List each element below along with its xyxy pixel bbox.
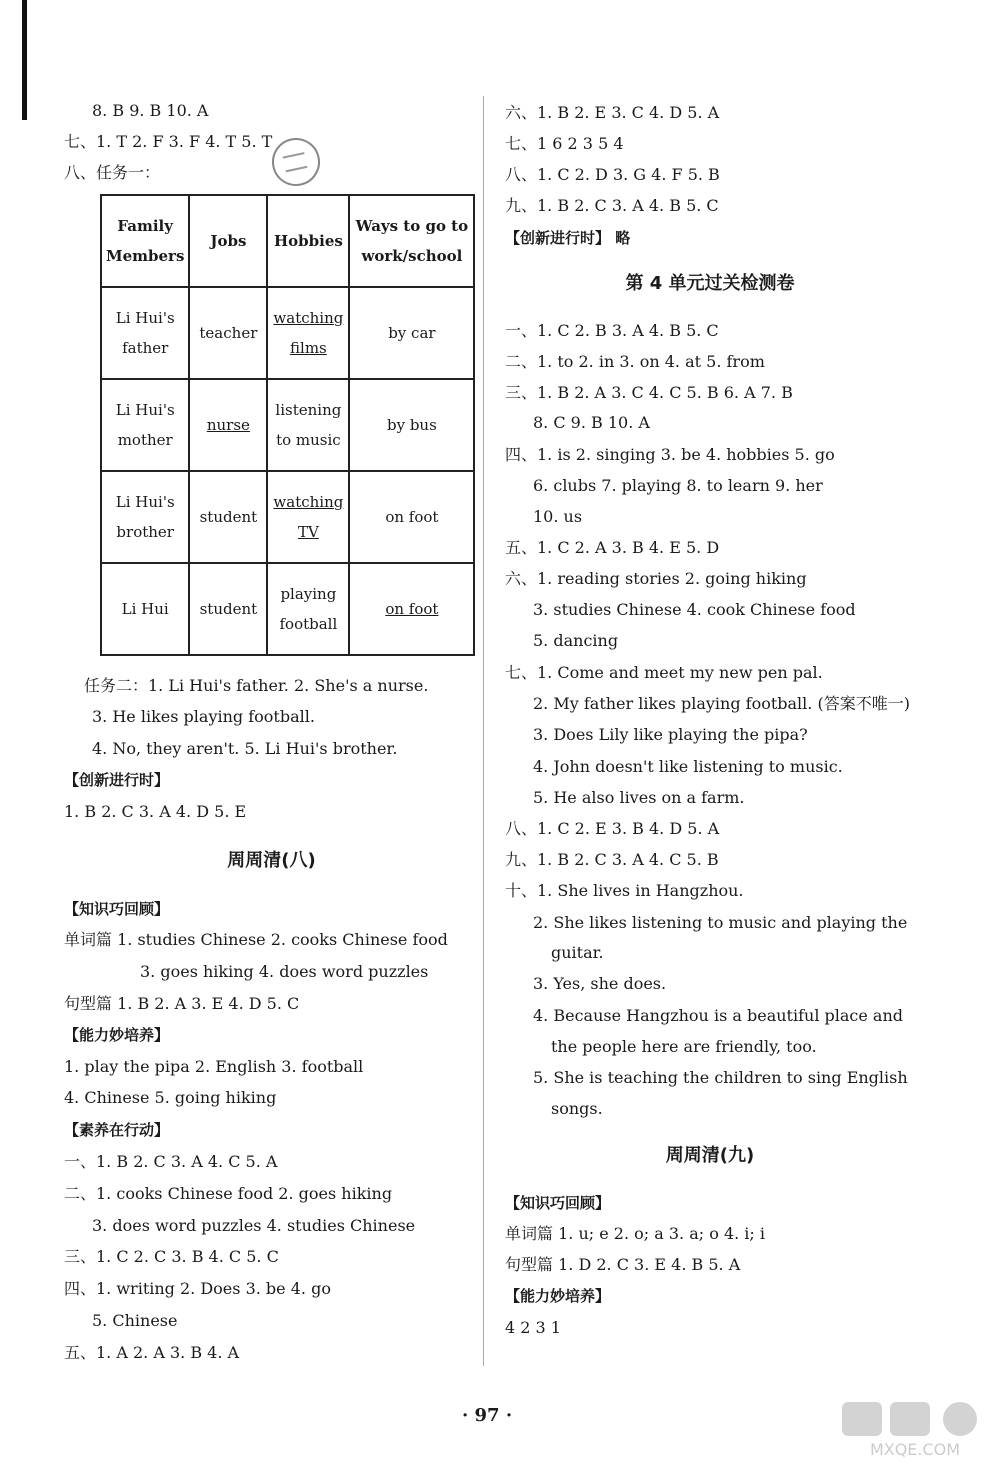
answer-line: 2. She likes listening to music and playing the bbox=[533, 913, 908, 932]
table-header: Hobbies bbox=[267, 195, 349, 287]
answer-line: 5. Chinese bbox=[92, 1311, 178, 1330]
answer-line: 3. does word puzzles 4. studies Chinese bbox=[92, 1216, 416, 1235]
section-title: 周周清(八) bbox=[227, 850, 316, 871]
table-cell: student bbox=[189, 471, 267, 563]
column-divider bbox=[483, 96, 484, 1366]
watermark-text: MXQE.COM bbox=[869, 1440, 961, 1459]
answer-line: 七、1 6 2 3 5 4 bbox=[505, 134, 624, 153]
table-cell: listening to music bbox=[267, 379, 349, 471]
table-row bbox=[101, 471, 474, 563]
answer-line: guitar. bbox=[551, 943, 604, 962]
table-cell: on foot bbox=[349, 563, 474, 655]
answer-line: 一、1. C 2. B 3. A 4. B 5. C bbox=[505, 321, 719, 340]
answer-line: 二、1. cooks Chinese food 2. goes hiking bbox=[64, 1184, 393, 1203]
section-heading: 【知识巧回顾】 bbox=[505, 1194, 611, 1212]
answer-line: 1. play the pipa 2. English 3. football bbox=[64, 1057, 364, 1076]
answer-line: 4. Chinese 5. going hiking bbox=[64, 1088, 277, 1107]
answer-line: 五、1. A 2. A 3. B 4. A bbox=[64, 1343, 240, 1362]
answer-line: 八、1. C 2. E 3. B 4. D 5. A bbox=[505, 819, 720, 838]
answer-line: 4. Because Hangzhou is a beautiful place and bbox=[533, 1006, 904, 1025]
section-heading: 【能力妙培养】 bbox=[64, 1026, 170, 1044]
answer-line: 3. Does Lily like playing the pipa? bbox=[533, 725, 808, 744]
answer-line: songs. bbox=[551, 1099, 603, 1118]
answer-line: 3. goes hiking 4. does word puzzles bbox=[140, 962, 429, 981]
answer-line: 九、1. B 2. C 3. A 4. C 5. B bbox=[505, 850, 719, 869]
answer-line: 七、1. Come and meet my new pen pal. bbox=[505, 663, 823, 682]
answer-line: 3. He likes playing football. bbox=[92, 707, 315, 726]
table-cell: playing football bbox=[267, 563, 349, 655]
answer-line: 1. B 2. C 3. A 4. D 5. E bbox=[64, 802, 247, 821]
table-row bbox=[101, 287, 474, 379]
answer-line: 任务二：1. Li Hui's father. 2. She's a nurse. bbox=[84, 676, 429, 695]
answer-line: 三、1. C 2. C 3. B 4. C 5. C bbox=[64, 1247, 279, 1266]
answer-line: 六、1. B 2. E 3. C 4. D 5. A bbox=[505, 103, 720, 122]
answer-line: 4 2 3 1 bbox=[505, 1318, 561, 1337]
family-table bbox=[100, 194, 475, 656]
table-cell: watching films bbox=[267, 287, 349, 379]
seal-stamp-icon bbox=[268, 134, 325, 191]
section-heading: 【能力妙培养】 bbox=[505, 1287, 611, 1305]
answer-line: 5. dancing bbox=[533, 631, 619, 650]
page-number: · 97 · bbox=[462, 1405, 513, 1426]
binding-bar bbox=[22, 0, 27, 120]
table-cell: nurse bbox=[189, 379, 267, 471]
answer-line: 3. studies Chinese 4. cook Chinese food bbox=[533, 600, 856, 619]
answer-line: 8. C 9. B 10. A bbox=[533, 413, 650, 432]
answer-line: 5. She is teaching the children to sing English bbox=[533, 1068, 908, 1087]
answer-line: 八、1. C 2. D 3. G 4. F 5. B bbox=[505, 165, 720, 184]
table-cell: by bus bbox=[349, 379, 474, 471]
table-row bbox=[101, 379, 474, 471]
section-title: 第 4 单元过关检测卷 bbox=[625, 273, 795, 294]
table-header-row bbox=[101, 195, 474, 287]
answer-line: 七、1. T 2. F 3. F 4. T 5. T bbox=[64, 132, 273, 151]
table-cell: teacher bbox=[189, 287, 267, 379]
table-cell: by car bbox=[349, 287, 474, 379]
answer-line: the people here are friendly, too. bbox=[551, 1037, 817, 1056]
answer-line: 单词篇 1. studies Chinese 2. cooks Chinese food bbox=[64, 930, 448, 949]
answer-line: 十、1. She lives in Hangzhou. bbox=[505, 881, 744, 900]
answer-line: 4. No, they aren't. 5. Li Hui's brother. bbox=[92, 739, 398, 758]
table-cell: Li Hui bbox=[101, 563, 189, 655]
answer-line: 五、1. C 2. A 3. B 4. E 5. D bbox=[505, 538, 720, 557]
answer-line: 单词篇 1. u; e 2. o; a 3. a; o 4. i; i bbox=[505, 1224, 766, 1243]
table-cell: Li Hui's mother bbox=[101, 379, 189, 471]
answer-line: 二、1. to 2. in 3. on 4. at 5. from bbox=[505, 352, 765, 371]
watermark-logo-icon bbox=[840, 1400, 990, 1460]
answer-line: 三、1. B 2. A 3. C 4. C 5. B 6. A 7. B bbox=[505, 383, 793, 402]
answer-line: 5. He also lives on a farm. bbox=[533, 788, 745, 807]
answer-line: 8. B 9. B 10. A bbox=[92, 101, 209, 120]
answer-line: 六、1. reading stories 2. going hiking bbox=[505, 569, 807, 588]
answer-line: 八、任务一： bbox=[64, 163, 161, 182]
answer-line: 2. My father likes playing football. (答案不唯一) bbox=[533, 694, 910, 713]
section-heading: 【创新进行时】 略 bbox=[505, 229, 631, 247]
answer-line: 6. clubs 7. playing 8. to learn 9. her bbox=[533, 476, 823, 495]
answer-line: 九、1. B 2. C 3. A 4. B 5. C bbox=[505, 196, 719, 215]
answer-line: 四、1. is 2. singing 3. be 4. hobbies 5. go bbox=[505, 445, 835, 464]
table-header: Ways to go to work/school bbox=[349, 195, 474, 287]
table-cell: watching TV bbox=[267, 471, 349, 563]
table-header: Jobs bbox=[189, 195, 267, 287]
answer-line: 四、1. writing 2. Does 3. be 4. go bbox=[64, 1279, 331, 1298]
table-cell: on foot bbox=[349, 471, 474, 563]
answer-line: 10. us bbox=[533, 507, 583, 526]
answer-line: 4. John doesn't like listening to music. bbox=[533, 757, 843, 776]
table-row bbox=[101, 563, 474, 655]
table-cell: Li Hui's brother bbox=[101, 471, 189, 563]
table-cell: student bbox=[189, 563, 267, 655]
answer-line: 一、1. B 2. C 3. A 4. C 5. A bbox=[64, 1152, 278, 1171]
section-heading: 【素养在行动】 bbox=[64, 1121, 170, 1139]
table-header: Family Members bbox=[101, 195, 189, 287]
section-heading: 【知识巧回顾】 bbox=[64, 900, 170, 918]
table-cell: Li Hui's father bbox=[101, 287, 189, 379]
answer-line: 3. Yes, she does. bbox=[533, 974, 667, 993]
answer-line: 句型篇 1. B 2. A 3. E 4. D 5. C bbox=[64, 994, 300, 1013]
section-title: 周周清(九) bbox=[665, 1145, 755, 1166]
answer-line: 句型篇 1. D 2. C 3. E 4. B 5. A bbox=[505, 1255, 741, 1274]
section-heading: 【创新进行时】 bbox=[64, 771, 170, 789]
